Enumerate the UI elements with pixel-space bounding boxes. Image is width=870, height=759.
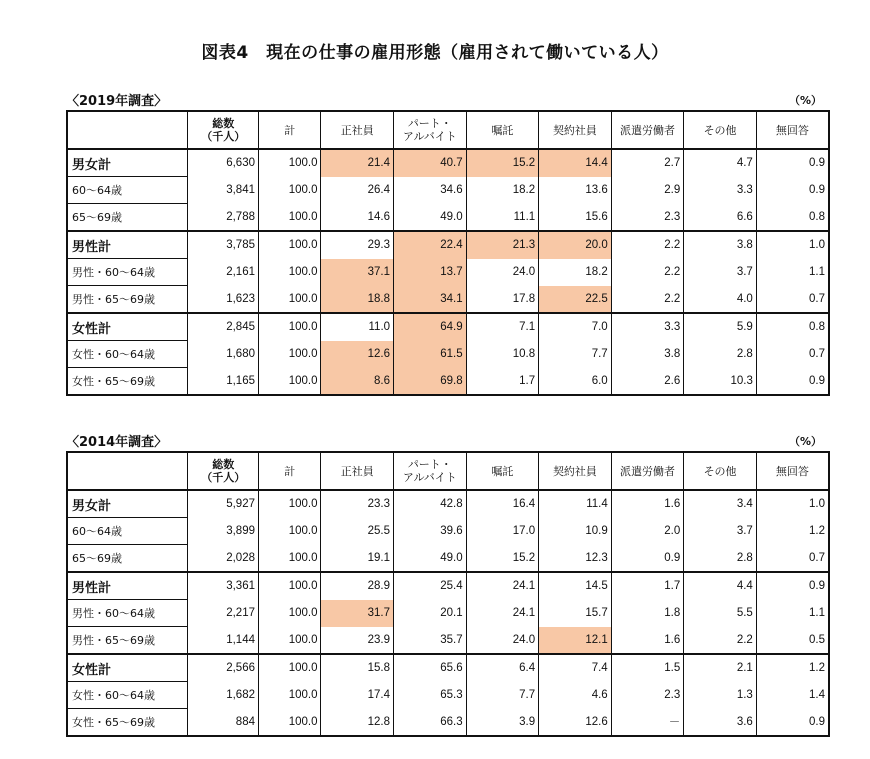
value-cell: 20.0 bbox=[539, 231, 612, 259]
table-row bbox=[67, 600, 829, 627]
value-cell: 21.3 bbox=[466, 231, 539, 259]
value-cell: 100.0 bbox=[258, 286, 320, 314]
value-cell: 2,217 bbox=[188, 600, 259, 627]
table-row bbox=[67, 259, 829, 286]
value-cell: 3.7 bbox=[684, 259, 757, 286]
table-row bbox=[67, 149, 829, 177]
value-cell: 100.0 bbox=[258, 600, 320, 627]
value-cell: 34.1 bbox=[394, 286, 467, 314]
header-kei: 計 bbox=[258, 111, 320, 149]
value-cell: 1.6 bbox=[611, 490, 684, 518]
value-cell: 66.3 bbox=[394, 709, 467, 737]
value-cell: 21.4 bbox=[321, 149, 394, 177]
value-cell: 100.0 bbox=[258, 313, 320, 341]
value-cell: 100.0 bbox=[258, 490, 320, 518]
value-cell: 3,361 bbox=[188, 572, 259, 600]
value-cell: 49.0 bbox=[394, 204, 467, 232]
value-cell: 1,623 bbox=[188, 286, 259, 314]
value-cell: 69.8 bbox=[394, 368, 467, 396]
value-cell: 12.6 bbox=[539, 709, 612, 737]
value-cell: 12.8 bbox=[321, 709, 394, 737]
value-cell: 24.0 bbox=[466, 627, 539, 655]
value-cell: 7.7 bbox=[466, 682, 539, 709]
table-row bbox=[67, 341, 829, 368]
row-label: 男性・60～64歳 bbox=[67, 259, 188, 286]
header-sonota: その他 bbox=[684, 111, 757, 149]
value-cell: 6.6 bbox=[684, 204, 757, 232]
value-cell: 1.2 bbox=[756, 518, 829, 545]
value-cell: 5.9 bbox=[684, 313, 757, 341]
table-row bbox=[67, 313, 829, 341]
value-cell: 26.4 bbox=[321, 177, 394, 204]
value-cell: 2.3 bbox=[611, 682, 684, 709]
value-cell: 39.6 bbox=[394, 518, 467, 545]
value-cell: 884 bbox=[188, 709, 259, 737]
value-cell: 2.2 bbox=[611, 231, 684, 259]
value-cell: 1,680 bbox=[188, 341, 259, 368]
value-cell: 25.5 bbox=[321, 518, 394, 545]
value-cell: 3.3 bbox=[611, 313, 684, 341]
value-cell: 2.3 bbox=[611, 204, 684, 232]
unit-label: （%） bbox=[788, 94, 822, 107]
value-cell: 100.0 bbox=[258, 545, 320, 573]
value-cell: 49.0 bbox=[394, 545, 467, 573]
value-cell: 17.4 bbox=[321, 682, 394, 709]
table-row bbox=[67, 177, 829, 204]
value-cell: 65.6 bbox=[394, 654, 467, 682]
table-row bbox=[67, 709, 829, 737]
value-cell: 100.0 bbox=[258, 231, 320, 259]
value-cell: 8.6 bbox=[321, 368, 394, 396]
header-keiyaku: 契約社員 bbox=[539, 111, 612, 149]
value-cell: 6,630 bbox=[188, 149, 259, 177]
value-cell: 13.6 bbox=[539, 177, 612, 204]
section-title: 〈2019年調査〉 bbox=[66, 94, 168, 109]
table-row bbox=[67, 204, 829, 232]
row-label: 女性・65～69歳 bbox=[67, 709, 188, 737]
value-cell: 2,161 bbox=[188, 259, 259, 286]
value-cell: 28.9 bbox=[321, 572, 394, 600]
value-cell: 5,927 bbox=[188, 490, 259, 518]
row-label: 女性計 bbox=[67, 313, 188, 341]
header-seishain: 正社員 bbox=[321, 111, 394, 149]
value-cell: 15.8 bbox=[321, 654, 394, 682]
header-mukaito: 無回答 bbox=[756, 452, 829, 490]
value-cell: 1.4 bbox=[756, 682, 829, 709]
value-cell: 1.8 bbox=[611, 600, 684, 627]
header-seishain: 正社員 bbox=[321, 452, 394, 490]
value-cell: 100.0 bbox=[258, 518, 320, 545]
value-cell: 11.0 bbox=[321, 313, 394, 341]
value-cell: 22.4 bbox=[394, 231, 467, 259]
value-cell: 1.0 bbox=[756, 231, 829, 259]
value-cell: 0.9 bbox=[756, 709, 829, 737]
value-cell: 13.7 bbox=[394, 259, 467, 286]
row-label: 男性計 bbox=[67, 231, 188, 259]
value-cell: 2.8 bbox=[684, 545, 757, 573]
table-row bbox=[67, 490, 829, 518]
value-cell: 0.8 bbox=[756, 204, 829, 232]
row-label: 男女計 bbox=[67, 149, 188, 177]
value-cell: 6.0 bbox=[539, 368, 612, 396]
value-cell: 12.6 bbox=[321, 341, 394, 368]
value-cell: 2.6 bbox=[611, 368, 684, 396]
value-cell: 11.1 bbox=[466, 204, 539, 232]
value-cell: 7.7 bbox=[539, 341, 612, 368]
value-cell: 18.8 bbox=[321, 286, 394, 314]
value-cell: 1.1 bbox=[756, 600, 829, 627]
figure-title: 図表4 現在の仕事の雇用形態（雇用されて働いている人） bbox=[201, 43, 669, 63]
value-cell: 3.8 bbox=[684, 231, 757, 259]
header-part: パート・ アルバイト bbox=[394, 452, 467, 490]
value-cell: 61.5 bbox=[394, 341, 467, 368]
value-cell: 20.1 bbox=[394, 600, 467, 627]
value-cell: 16.4 bbox=[466, 490, 539, 518]
header-shokutaku: 嘱託 bbox=[466, 452, 539, 490]
value-cell: － bbox=[611, 709, 684, 737]
value-cell: 3.7 bbox=[684, 518, 757, 545]
value-cell: 100.0 bbox=[258, 654, 320, 682]
value-cell: 18.2 bbox=[539, 259, 612, 286]
value-cell: 10.9 bbox=[539, 518, 612, 545]
row-label: 女性計 bbox=[67, 654, 188, 682]
row-label: 女性・65～69歳 bbox=[67, 368, 188, 396]
value-cell: 0.7 bbox=[756, 341, 829, 368]
table-row bbox=[67, 654, 829, 682]
value-cell: 3.9 bbox=[466, 709, 539, 737]
value-cell: 24.0 bbox=[466, 259, 539, 286]
value-cell: 1,682 bbox=[188, 682, 259, 709]
value-cell: 7.0 bbox=[539, 313, 612, 341]
value-cell: 14.4 bbox=[539, 149, 612, 177]
value-cell: 1.5 bbox=[611, 654, 684, 682]
value-cell: 100.0 bbox=[258, 341, 320, 368]
value-cell: 17.0 bbox=[466, 518, 539, 545]
value-cell: 23.9 bbox=[321, 627, 394, 655]
value-cell: 7.4 bbox=[539, 654, 612, 682]
value-cell: 10.3 bbox=[684, 368, 757, 396]
value-cell: 12.1 bbox=[539, 627, 612, 655]
value-cell: 15.6 bbox=[539, 204, 612, 232]
header-kei: 計 bbox=[258, 452, 320, 490]
value-cell: 15.7 bbox=[539, 600, 612, 627]
value-cell: 2,028 bbox=[188, 545, 259, 573]
value-cell: 19.1 bbox=[321, 545, 394, 573]
value-cell: 25.4 bbox=[394, 572, 467, 600]
header-row bbox=[67, 111, 829, 149]
value-cell: 0.9 bbox=[756, 149, 829, 177]
value-cell: 0.7 bbox=[756, 545, 829, 573]
value-cell: 0.9 bbox=[756, 177, 829, 204]
value-cell: 3,841 bbox=[188, 177, 259, 204]
value-cell: 4.7 bbox=[684, 149, 757, 177]
section-2014 bbox=[66, 429, 830, 737]
value-cell: 100.0 bbox=[258, 682, 320, 709]
value-cell: 0.9 bbox=[756, 572, 829, 600]
header-total: 総数 （千人） bbox=[188, 452, 259, 490]
header-blank bbox=[67, 111, 188, 149]
unit-label: （%） bbox=[788, 435, 822, 448]
value-cell: 2.2 bbox=[611, 259, 684, 286]
table-row bbox=[67, 545, 829, 573]
value-cell: 23.3 bbox=[321, 490, 394, 518]
value-cell: 2.9 bbox=[611, 177, 684, 204]
value-cell: 7.1 bbox=[466, 313, 539, 341]
row-label: 男性・65～69歳 bbox=[67, 286, 188, 314]
employment-table-2014 bbox=[66, 451, 830, 737]
header-shokutaku: 嘱託 bbox=[466, 111, 539, 149]
value-cell: 100.0 bbox=[258, 368, 320, 396]
value-cell: 2.0 bbox=[611, 518, 684, 545]
value-cell: 3.6 bbox=[684, 709, 757, 737]
value-cell: 1.2 bbox=[756, 654, 829, 682]
value-cell: 2,566 bbox=[188, 654, 259, 682]
value-cell: 0.7 bbox=[756, 286, 829, 314]
value-cell: 65.3 bbox=[394, 682, 467, 709]
value-cell: 100.0 bbox=[258, 204, 320, 232]
value-cell: 100.0 bbox=[258, 572, 320, 600]
value-cell: 31.7 bbox=[321, 600, 394, 627]
table-row bbox=[67, 231, 829, 259]
value-cell: 100.0 bbox=[258, 259, 320, 286]
header-mukaito: 無回答 bbox=[756, 111, 829, 149]
value-cell: 12.3 bbox=[539, 545, 612, 573]
value-cell: 14.5 bbox=[539, 572, 612, 600]
table-row bbox=[67, 627, 829, 655]
value-cell: 37.1 bbox=[321, 259, 394, 286]
value-cell: 4.4 bbox=[684, 572, 757, 600]
row-label: 65～69歳 bbox=[67, 204, 188, 232]
row-label: 男女計 bbox=[67, 490, 188, 518]
value-cell: 1.3 bbox=[684, 682, 757, 709]
value-cell: 1.6 bbox=[611, 627, 684, 655]
value-cell: 3,785 bbox=[188, 231, 259, 259]
value-cell: 15.2 bbox=[466, 149, 539, 177]
value-cell: 0.9 bbox=[611, 545, 684, 573]
row-label: 65～69歳 bbox=[67, 545, 188, 573]
value-cell: 64.9 bbox=[394, 313, 467, 341]
value-cell: 100.0 bbox=[258, 177, 320, 204]
value-cell: 34.6 bbox=[394, 177, 467, 204]
value-cell: 4.6 bbox=[539, 682, 612, 709]
value-cell: 10.8 bbox=[466, 341, 539, 368]
value-cell: 100.0 bbox=[258, 709, 320, 737]
section-title: 〈2014年調査〉 bbox=[66, 435, 168, 450]
header-haken: 派遣労働者 bbox=[611, 452, 684, 490]
value-cell: 1.1 bbox=[756, 259, 829, 286]
value-cell: 2.7 bbox=[611, 149, 684, 177]
value-cell: 1.7 bbox=[466, 368, 539, 396]
value-cell: 5.5 bbox=[684, 600, 757, 627]
row-label: 男性・60～64歳 bbox=[67, 600, 188, 627]
row-label: 女性・60～64歳 bbox=[67, 682, 188, 709]
value-cell: 11.4 bbox=[539, 490, 612, 518]
header-row bbox=[67, 452, 829, 490]
row-label: 60～64歳 bbox=[67, 518, 188, 545]
value-cell: 100.0 bbox=[258, 149, 320, 177]
value-cell: 2.2 bbox=[684, 627, 757, 655]
table-row bbox=[67, 286, 829, 314]
table-row bbox=[67, 682, 829, 709]
value-cell: 2.2 bbox=[611, 286, 684, 314]
value-cell: 6.4 bbox=[466, 654, 539, 682]
header-blank bbox=[67, 452, 188, 490]
value-cell: 3.4 bbox=[684, 490, 757, 518]
row-label: 女性・60～64歳 bbox=[67, 341, 188, 368]
table-row bbox=[67, 368, 829, 396]
value-cell: 2,788 bbox=[188, 204, 259, 232]
header-total: 総数 （千人） bbox=[188, 111, 259, 149]
value-cell: 0.8 bbox=[756, 313, 829, 341]
value-cell: 2,845 bbox=[188, 313, 259, 341]
header-keiyaku: 契約社員 bbox=[539, 452, 612, 490]
value-cell: 14.6 bbox=[321, 204, 394, 232]
row-label: 60～64歳 bbox=[67, 177, 188, 204]
value-cell: 17.8 bbox=[466, 286, 539, 314]
header-part: パート・ アルバイト bbox=[394, 111, 467, 149]
value-cell: 24.1 bbox=[466, 600, 539, 627]
value-cell: 40.7 bbox=[394, 149, 467, 177]
employment-table-2019 bbox=[66, 110, 830, 396]
value-cell: 42.8 bbox=[394, 490, 467, 518]
table-row bbox=[67, 518, 829, 545]
value-cell: 2.1 bbox=[684, 654, 757, 682]
value-cell: 1,144 bbox=[188, 627, 259, 655]
value-cell: 24.1 bbox=[466, 572, 539, 600]
value-cell: 4.0 bbox=[684, 286, 757, 314]
row-label: 男性計 bbox=[67, 572, 188, 600]
value-cell: 0.9 bbox=[756, 368, 829, 396]
value-cell: 2.8 bbox=[684, 341, 757, 368]
value-cell: 29.3 bbox=[321, 231, 394, 259]
value-cell: 15.2 bbox=[466, 545, 539, 573]
value-cell: 22.5 bbox=[539, 286, 612, 314]
section-2019 bbox=[66, 88, 830, 396]
value-cell: 35.7 bbox=[394, 627, 467, 655]
header-haken: 派遣労働者 bbox=[611, 111, 684, 149]
value-cell: 18.2 bbox=[466, 177, 539, 204]
value-cell: 3.8 bbox=[611, 341, 684, 368]
value-cell: 1.7 bbox=[611, 572, 684, 600]
value-cell: 1,165 bbox=[188, 368, 259, 396]
value-cell: 0.5 bbox=[756, 627, 829, 655]
header-sonota: その他 bbox=[684, 452, 757, 490]
row-label: 男性・65～69歳 bbox=[67, 627, 188, 655]
value-cell: 3,899 bbox=[188, 518, 259, 545]
table-row bbox=[67, 572, 829, 600]
value-cell: 1.0 bbox=[756, 490, 829, 518]
value-cell: 100.0 bbox=[258, 627, 320, 655]
value-cell: 3.3 bbox=[684, 177, 757, 204]
